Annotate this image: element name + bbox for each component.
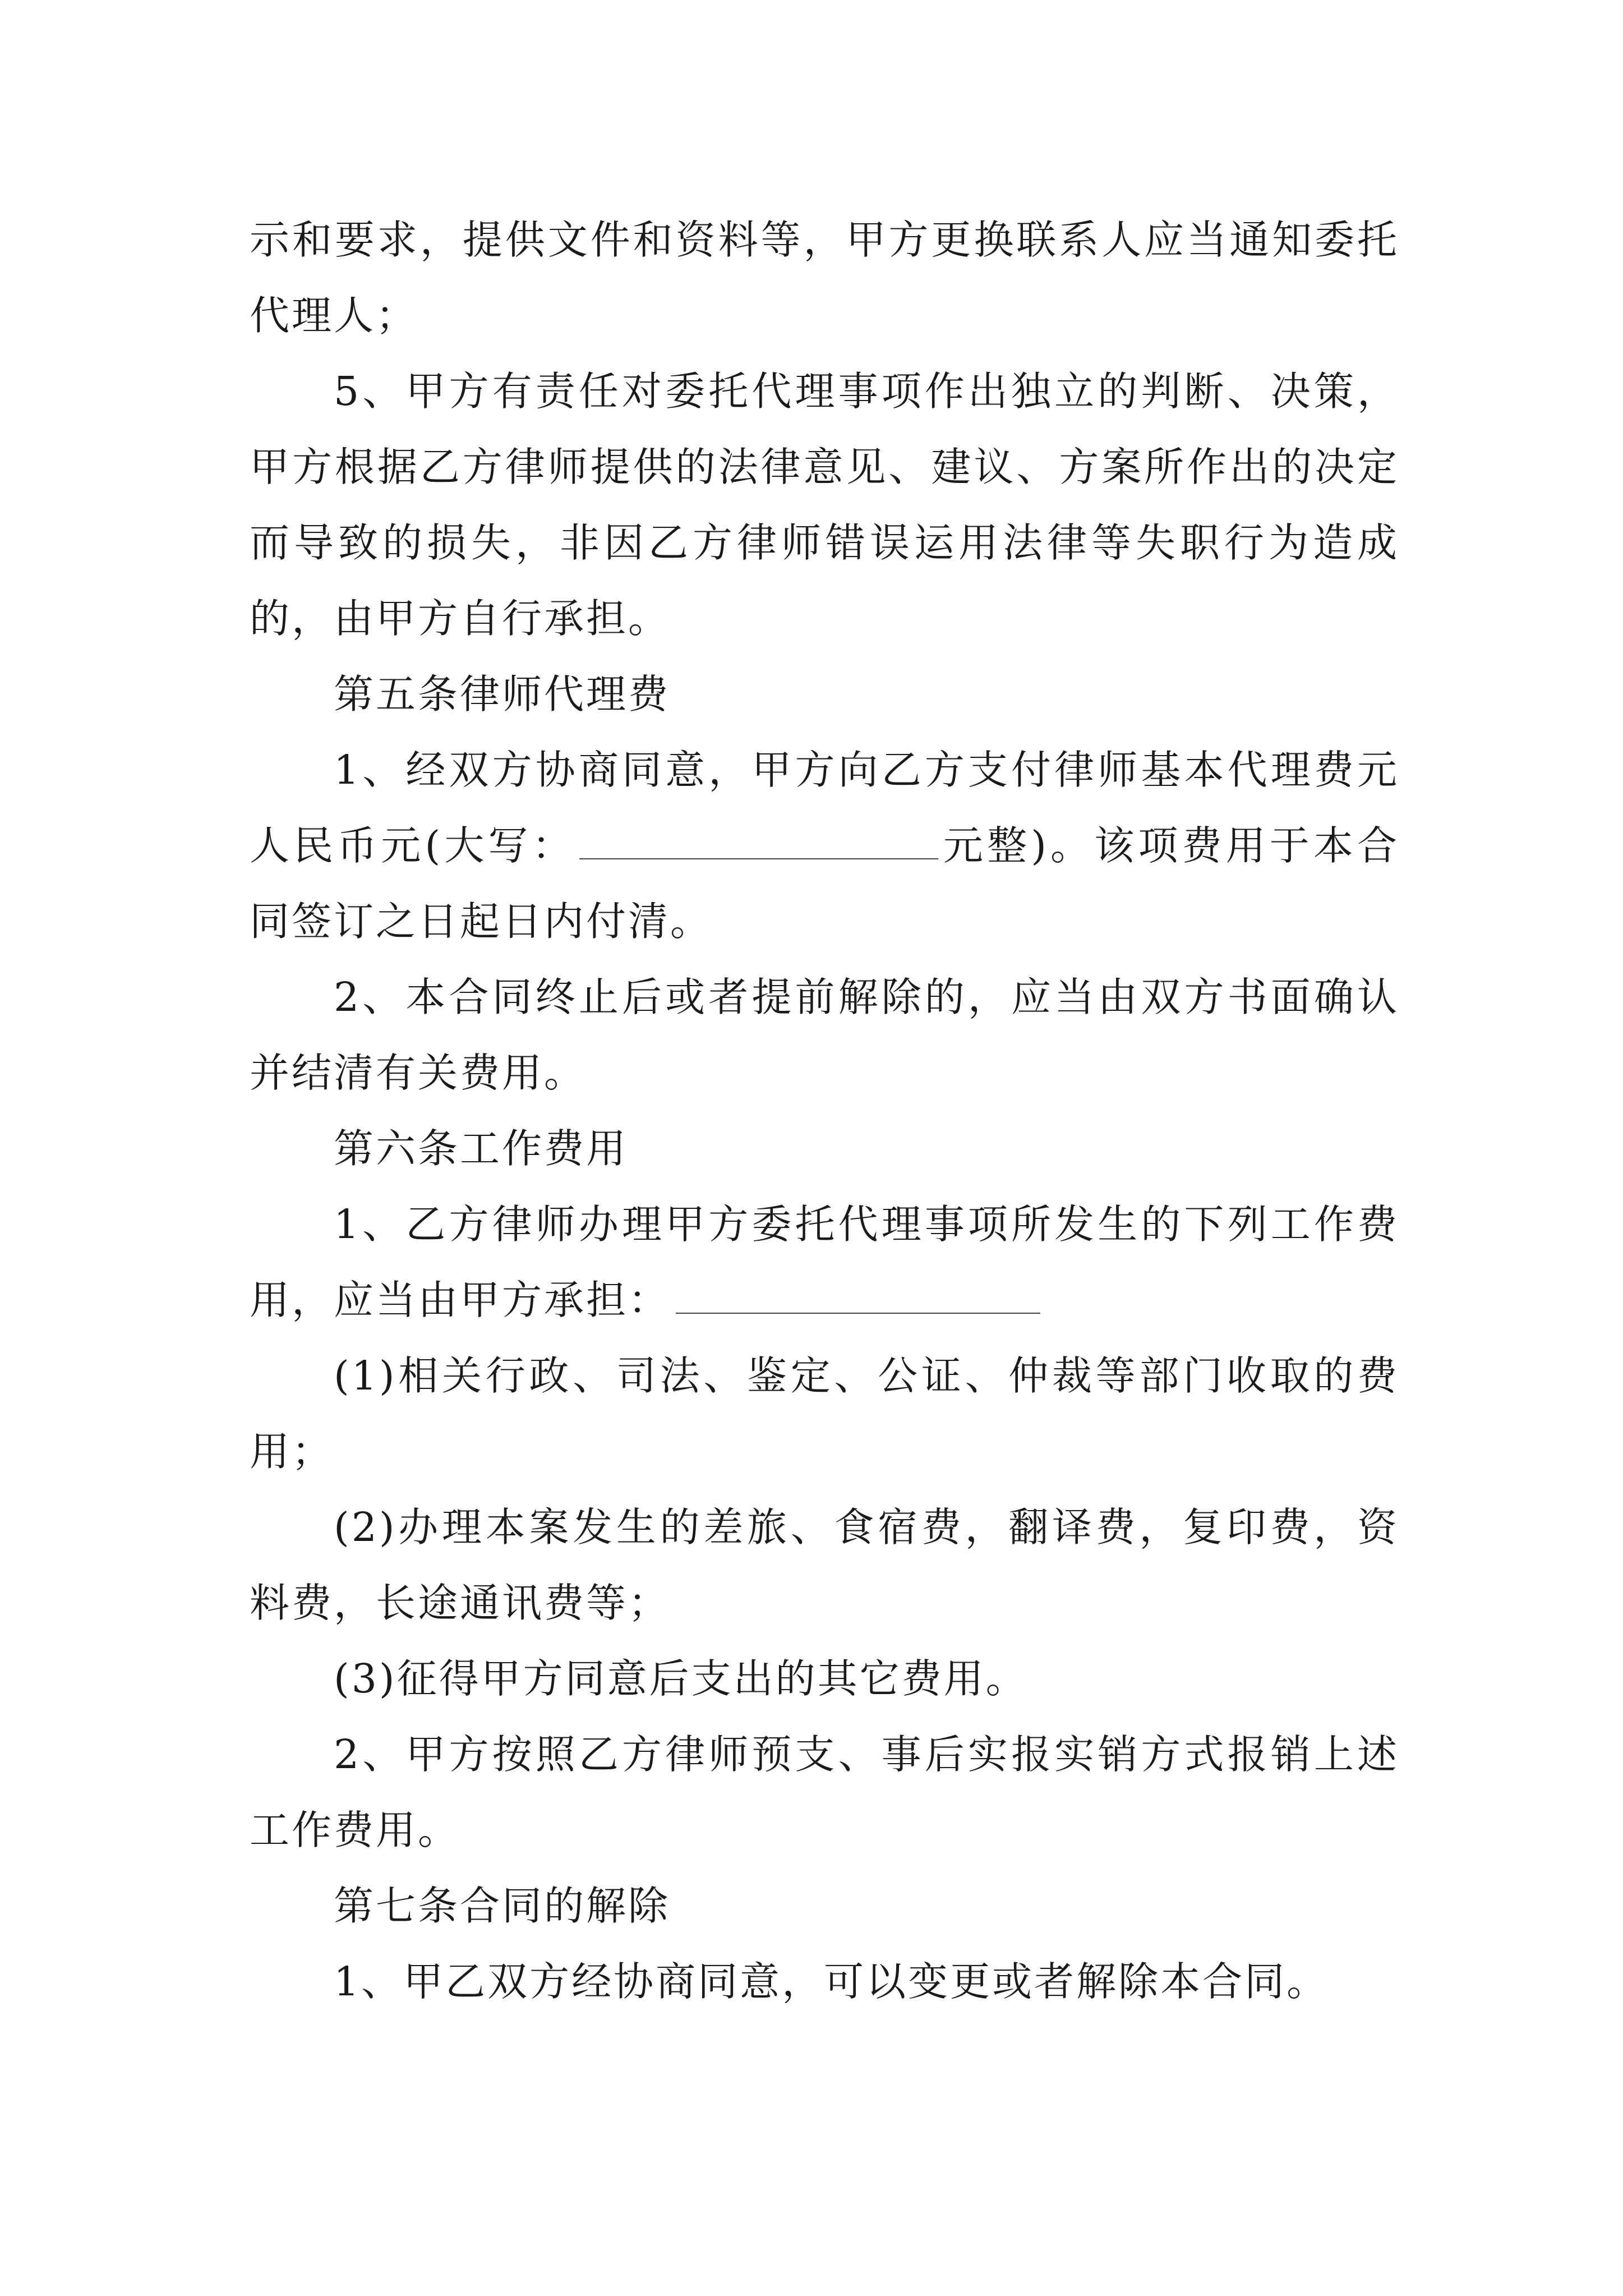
expense-blank [676,1279,1040,1314]
document-body [250,202,1399,2019]
paragraph-expense-2: 2、甲方按照乙方律师预支、事后实报实销方式报销上述工作费用。 [250,1731,1399,1853]
section-heading-article-5: 第五条律师代理费 [334,671,671,717]
amount-in-words-blank [579,825,938,859]
paragraph-termination-1: 1、甲乙双方经协商同意，可以变更或者解除本合同。 [334,1958,1329,2005]
paragraph-expense-item-3: (3)征得甲方同意后支出的其它费用。 [334,1655,1028,1702]
section-heading-article-7: 第七条合同的解除 [334,1883,671,1929]
paragraph-expense-item-2: (2)办理本案发生的差旅、食宿费，翻译费，复印费，资料费，长途通讯费等； [250,1504,1399,1626]
paragraph-fee-2: 2、本合同终止后或者提前解除的，应当由双方书面确认并结清有关费用。 [250,974,1399,1096]
paragraph-clause-5: 5、甲方有责任对委托代理事项作出独立的判断、决策，甲方根据乙方律师提供的法律意见、建议、方案所作出的决定而导致的损失，非因乙方律师错误运用法律等失职行为造成的，由甲方自行承担。 [250,368,1399,642]
fee-text-after-blank: 元整)。该项费用于本合同签订之日起日内付清。 [250,822,1399,945]
fee-text-before-blank: 1、经双方协商同意，甲方向乙方支付律师基本代理费元人民币元(大写： [250,747,1399,869]
section-heading-article-6: 第六条工作费用 [334,1125,629,1172]
paragraph-continuation: 示和要求，提供文件和资料等，甲方更换联系人应当通知委托代理人； [250,217,1399,339]
paragraph-expense-1 [250,1186,1399,1338]
paragraph-fee-1 [250,732,1399,959]
expense-text: 1、乙方律师办理甲方委托代理事项所发生的下列工作费用，应当由甲方承担： [250,1201,1399,1323]
paragraph-expense-item-1: (1)相关行政、司法、鉴定、公证、仲裁等部门收取的费用； [250,1352,1399,1475]
